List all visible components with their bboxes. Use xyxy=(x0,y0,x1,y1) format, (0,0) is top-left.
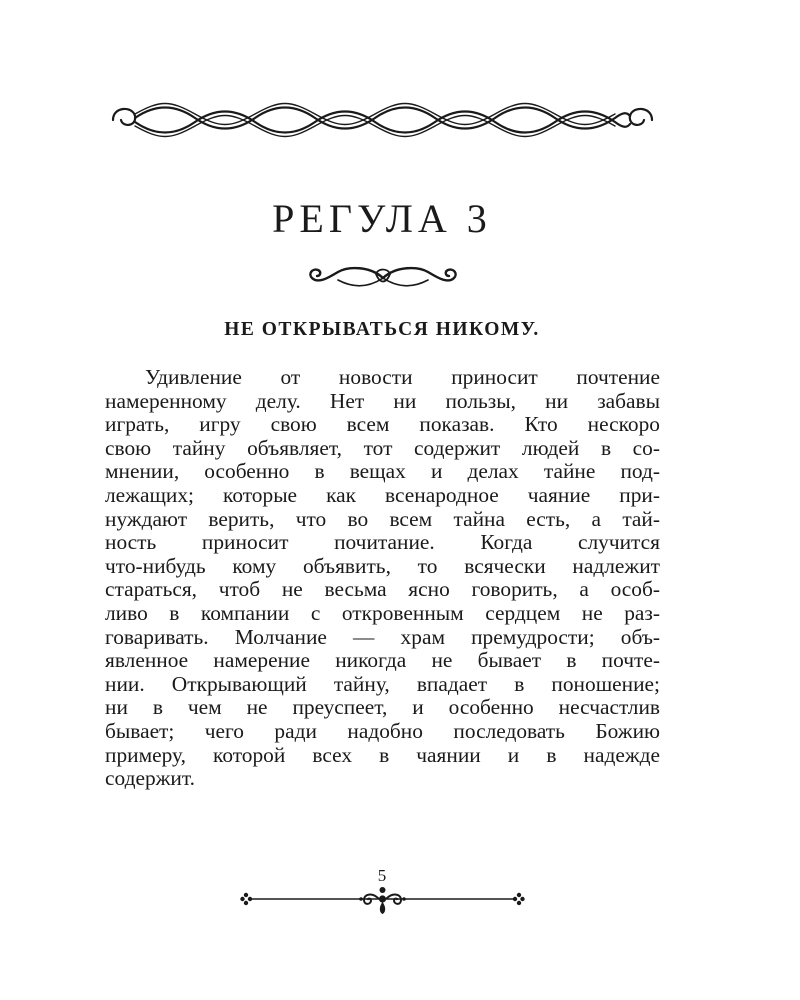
text-line: ность приносит почитание. Когда случится xyxy=(105,530,660,555)
text-line: лежащих; которые как всенародное чаяние при- xyxy=(105,482,660,507)
text-line: примеру, которой всех в чаянии и в надежде xyxy=(105,742,660,767)
text-line: ливо в компании с откровенным сердцем не раз- xyxy=(105,600,660,625)
text-line: нуждают верить, что во всем тайна есть, а тай- xyxy=(105,506,660,531)
text-line: что-нибудь кому объявить, то всячески надлежит xyxy=(105,553,660,578)
chapter-title: РЕГУЛА 3 xyxy=(272,196,492,241)
text-line: явленное намерение никогда не бывает в почте- xyxy=(105,648,660,673)
text-line: ни в чем не преуспеет, и особенно несчастлив xyxy=(105,695,660,720)
page-number: 5 xyxy=(377,866,387,885)
text-line: бывает; чего ради надобно последовать Божию xyxy=(105,718,660,743)
text-line: стараться, чтоб не весьма ясно говорить, а особ- xyxy=(105,577,660,602)
text-line: мнении, особенно в вещах и делах тайне под- xyxy=(105,459,660,484)
text-line: свою тайну объявляет, тот содержит людей в со- xyxy=(105,435,660,460)
text-line: содержит. xyxy=(105,766,195,791)
text-line: говаривать. Молчание — храм премудрости; объ- xyxy=(105,624,660,649)
flourish-ornament-icon xyxy=(308,262,458,292)
scroll-border-ornament-icon xyxy=(105,98,660,142)
fleuron-rule-ornament-icon xyxy=(240,882,525,916)
text-line: намеренному делу. Нет ни пользы, ни забавы xyxy=(105,388,660,413)
text-line: играть, игру свою всем показав. Кто нескоро xyxy=(105,412,660,437)
text-line: нии. Открывающий тайну, впадает в поношение; xyxy=(105,671,660,696)
rule-heading: НЕ ОТКРЫВАТЬСЯ НИКОМУ. xyxy=(224,319,540,340)
body-paragraph xyxy=(105,366,660,791)
text-line: Удивление от новости приносит почтение xyxy=(145,365,660,389)
